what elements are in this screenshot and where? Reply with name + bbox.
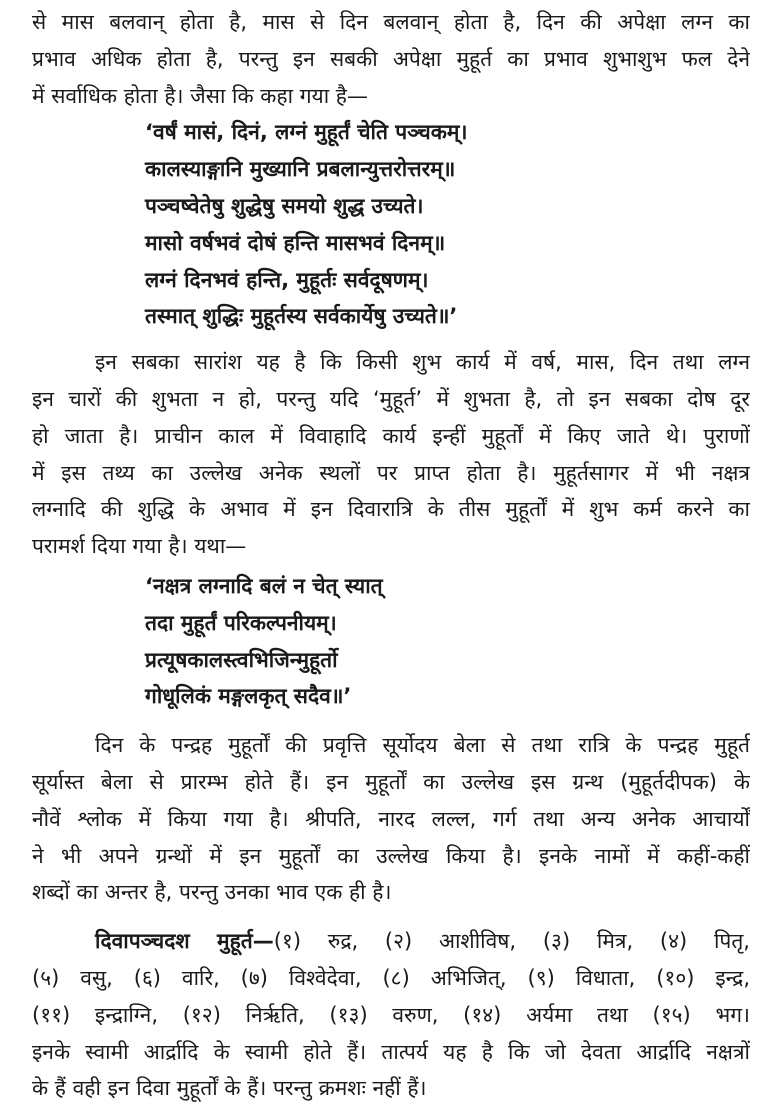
verse-line: लग्नं दिनभवं हन्ति, मुहूर्तः सर्वदूषणम्। — [145, 267, 429, 292]
verse-line: ‘नक्षत्र लग्नादि बलं न चेत् स्यात् — [145, 573, 383, 598]
text-line — [32, 923, 750, 960]
paragraph-intro — [32, 4, 750, 114]
sanskrit-verse-2 — [32, 568, 750, 715]
text-line: नौवें श्लोक में किया गया है। श्रीपति, नारद लल्ल, गर्ग तथा अन्य अनेक आचार्यों — [32, 806, 750, 831]
text-line: में सर्वाधिक होता है। जैसा कि कहा गया है— — [32, 83, 368, 108]
verse-line: गोधूलिकं मङ्गलकृत् सदैव॥’ — [145, 684, 352, 709]
verse-line: पञ्चष्वेतेषु शुद्धेषु समयो शुद्ध उच्यते। — [145, 193, 424, 218]
paragraph-day-muhurtas — [32, 923, 750, 1107]
text-line: परामर्श दिया गया है। यथा— — [32, 534, 247, 559]
text-line: लग्नादि की शुद्धि के अभाव में इन दिवारात्रि के तीस मुहूर्तों में शुभ कर्म करने का — [32, 497, 750, 522]
section-heading: दिवापञ्चदश मुहूर्त— — [95, 929, 274, 954]
paragraph-muhurta-origin — [32, 727, 750, 911]
text-line: सूर्यास्त बेला से प्रारम्भ होते हैं। इन मुहूर्तों का उल्लेख इस ग्रन्थ (मुहूर्तदीपक) के — [32, 769, 750, 794]
text-line: से मास बलवान् होता है, मास से दिन बलवान् होता है, दिन की अपेक्षा लग्न का — [32, 10, 750, 34]
verse-line: तदा मुहूर्तं परिकल्पनीयम्। — [145, 610, 337, 635]
paragraph-summary — [32, 344, 750, 565]
text-line: इनके स्वामी आर्द्रादि के स्वामी होते हैं। तात्पर्य यह है कि जो देवता आर्द्रादि नक्षत्रों — [32, 1039, 750, 1064]
text-line: दिन के पन्द्रह मुहूर्तों की प्रवृत्ति सूर्योदय बेला से तथा रात्रि के पन्द्रह मुहूर्त — [95, 733, 750, 758]
text-line: इन चारों की शुभता न हो, परन्तु यदि ‘मुहूर्त’ में शुभता है, तो इन सबका दोष दूर — [32, 386, 750, 411]
verse-line: तस्मात् शुद्धिः मुहूर्तस्य सर्वकार्येषु उच्यते॥’ — [145, 304, 458, 329]
text-line: शब्दों का अन्तर है, परन्तु उनका भाव एक ही है। — [32, 880, 392, 905]
text-line: में इस तथ्य का उल्लेख अनेक स्थलों पर प्राप्त होता है। मुहूर्तसागर में भी नक्षत्र — [32, 460, 750, 485]
sanskrit-verse-1 — [32, 114, 750, 335]
verse-line: ‘वर्षं मासं, दिनं, लग्नं मुहूर्तं चेति पञ्चकम्। — [145, 120, 468, 145]
text-line: के हैं वही इन दिवा मुहूर्तों के हैं। परन्तु क्रमशः नहीं हैं। — [32, 1076, 427, 1101]
text-line: (११) इन्द्राग्नि, (१२) निऋृति, (१३) वरुण, (१४) अर्यमा तथा (१५) भग। — [32, 1002, 750, 1027]
text-line: हो जाता है। प्राचीन काल में विवाहादि कार्य इन्हीं मुहूर्तों में किए जाते थे। पुराणों — [32, 423, 750, 448]
verse-line: प्रत्यूषकालस्त्वभिजिन्मुहूर्तो — [145, 647, 338, 672]
text-line: प्रभाव अधिक होता है, परन्तु इन सबकी अपेक्षा मुहूर्त का प्रभाव शुभाशुभ फल देने — [32, 46, 750, 71]
text-line: (५) वसु, (६) वारि, (७) विश्वेदेवा, (८) अभिजित्, (९) विधाता, (१०) इन्द्र, — [32, 965, 750, 990]
verse-line: कालस्याङ्गानि मुख्यानि प्रबलान्युत्तरोत्तरम्॥ — [145, 157, 456, 182]
text-line: इन सबका सारांश यह है कि किसी शुभ कार्य में वर्ष, मास, दिन तथा लग्न — [95, 350, 750, 375]
muhurta-list-start: (१) रुद्र, (२) आशीविष, (३) मित्र, (४) पितृ, — [273, 929, 750, 954]
text-line: ने भी अपने ग्रन्थों में इन मुहूर्तों का उल्लेख किया है। इनके नामों में कहीं-कहीं — [32, 843, 750, 868]
verse-line: मासो वर्षभवं दोषं हन्ति मासभवं दिनम्॥ — [145, 230, 446, 255]
